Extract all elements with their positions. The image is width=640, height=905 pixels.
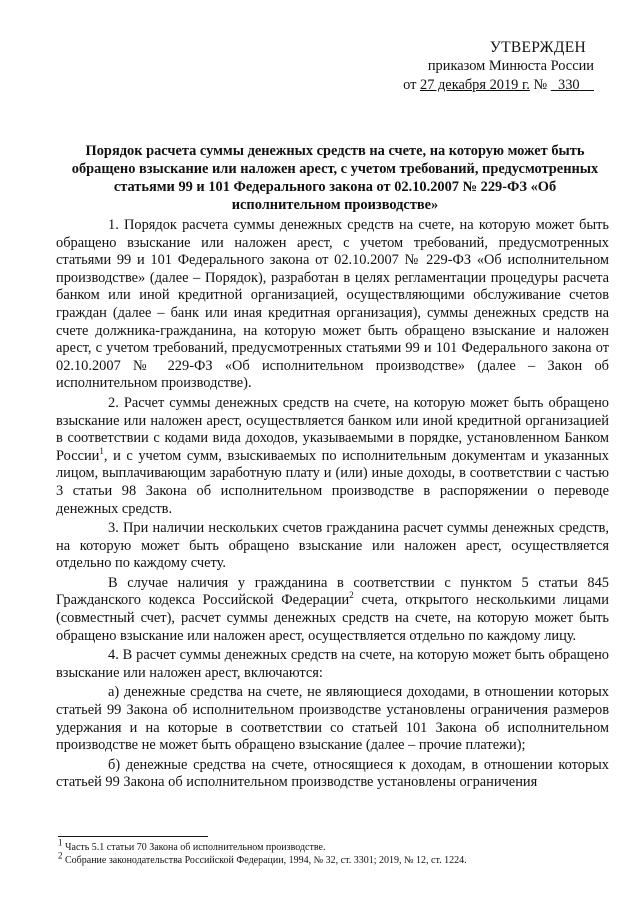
approval-date: 27 декабря 2019 г. <box>420 77 530 93</box>
approval-number: 330 <box>558 77 580 93</box>
paragraph-4: 4. В расчет суммы денежных средств на счете, на которую может быть обращено взыскание или наложен арест, включаются: <box>56 647 609 681</box>
approval-order-line: приказом Минюста России <box>427 58 594 74</box>
footnote-1: $^1$ Часть 5.1 статьи 70 Закона об исполнительном производстве. <box>58 837 326 853</box>
footnote-2: $^2$ Собрание законодательства Российской Федерации, 1994, № 32, ст. 3301; 2019, № 12, ст. 1224. <box>58 850 467 866</box>
document-title: Порядок расчета суммы денежных средств на счете, на которую может быть обращено взыскание или наложен арест, с учетом требований, предусмотренных статьями 99 и 101 Федерального закона от 02.10.2007 № 229-ФЗ «Об исполнительном производстве» <box>71 143 599 213</box>
footnote-ref-2: 2 <box>349 590 354 601</box>
paragraph-3-joint-account: В случае наличия у гражданина в соответствии с пунктом 5 статьи 845 Гражданского кодекса Российской Федерации$^2$ счета, открытого несколькими лицами (совместный счет), расчет суммы денежных средств на счете, на которую может быть обращено взыскание или наложен арест, осуществляется отдельно по каждому лицу. <box>56 574 609 644</box>
approval-stamp <box>374 38 594 95</box>
footnote-divider <box>58 836 208 837</box>
paragraph-4b: б) денежные средства на счете, относящиеся к доходам, в отношении которых статьей 99 Закона об исполнительном производстве установлены ограничения <box>56 756 609 791</box>
footnote-ref-1: 1 <box>99 445 104 456</box>
approval-number-prefix: № <box>533 77 548 93</box>
document-body <box>56 217 609 792</box>
footnotes <box>58 837 600 867</box>
approval-date-line <box>374 76 594 95</box>
paragraph-1: 1. Порядок расчета суммы денежных средств на счете, на которую может быть обращено взыскание или наложен арест, с учетом требований, предусмотренных статьями 99 и 101 Федерального закона от 02.10.2007 № 229-ФЗ «Об исполнительном производстве» (далее – Порядок), разработан в целях регламентации процедуры расчета банком или иной кредитной организацией, осуществляющими обслуживание счетов граждан (далее – банк или иная кредитная организация), суммы денежных средств на счете должника-гражданина, на которую может быть обращено взыскание и наложен арест, с учетом требований, предусмотренных статьями 99 и 101 Федерального закона от 02.10.2007 № 229-ФЗ «Об исполнительном производстве» (далее – Закон об исполнительном производстве). <box>56 217 609 392</box>
paragraph-3: 3. При наличии нескольких счетов гражданина расчет суммы денежных средств, на которую может быть обращено взыскание или наложен арест, осуществляется отдельно по каждому счету. <box>56 520 609 572</box>
approval-date-prefix: от <box>403 77 417 93</box>
paragraph-4a: а) денежные средства на счете, не являющиеся доходами, в отношении которых статьей 99 Закона об исполнительном производстве установлены ограничения размеров удержания и на которые в соответствии со статьей 101 Закона об исполнительном производстве не может быть обращено взыскание (далее – прочие платежи); <box>56 684 609 754</box>
approval-heading: УТВЕРЖДЕН <box>489 39 586 56</box>
paragraph-2: 2. Расчет суммы денежных средств на счете, на которую может быть обращено взыскание или наложен арест, осуществляется банком или иной кредитной организацией в соответствии с кодами вида доходов, указываемыми в порядке, установленном Банком России$^1$, и с учетом сумм, взыскиваемых по исполнительным документам и указанных лицом, выплачивающим заработную плату и (или) иные доходы, в соответствии с частью 3 статьи 98 Закона об исполнительном производстве в распоряжении о переводе денежных средств. <box>56 394 609 517</box>
